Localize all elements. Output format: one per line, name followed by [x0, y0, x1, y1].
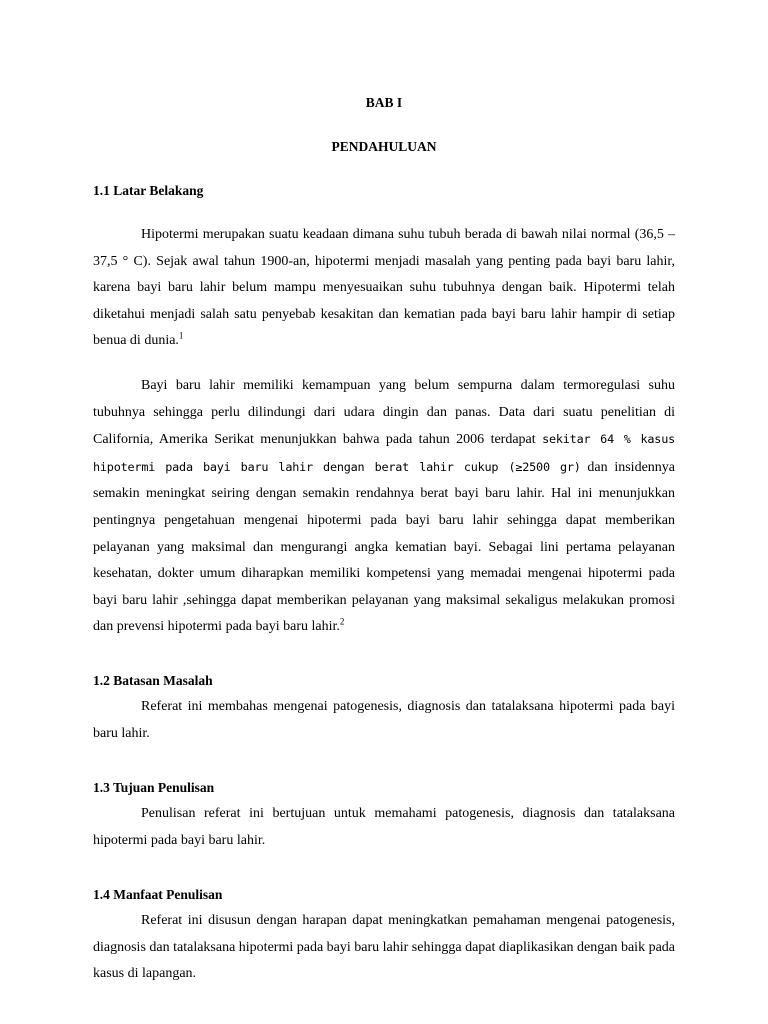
paragraph-text: Hipotermi merupakan suatu keadaan dimana suhu tubuh berada di bawah nilai normal (36,5 – 37,5 ° C). Sejak awal tahun 1900-an, hipotermi menjadi masalah yang penting pada bayi baru lahir, karena bayi baru lahir belum mampu menyesuaikan suhu tubuhnya dengan baik. Hipotermi telah diketahui menjadi salah satu penyebab kesakitan dan kematian pada bayi baru lahir hampir di setiap benua di dunia.	[93, 227, 675, 349]
paragraph-text: Referat ini disusun dengan harapan dapat meningkatkan pemahaman mengenai patogenesis, diagnosis dan tatalaksana hipotermi pada bayi baru lahir sehingga dapat diaplikasikan dengan baik pada kasus di lapangan.	[93, 913, 675, 982]
paragraph-text: Referat ini membahas mengenai patogenesis, diagnosis dan tatalaksana hipotermi pada bayi baru lahir.	[93, 699, 675, 741]
paragraph-termoregulasi	[93, 373, 675, 641]
paragraph-text: Penulisan referat ini bertujuan untuk memahami patogenesis, diagnosis dan tatalaksana hipotermi pada bayi baru lahir.	[93, 806, 675, 848]
paragraph-hipotermi-definition	[93, 222, 675, 355]
paragraph-text: dan insidennya semakin meningkat seiring dengan semakin rendahnya berat bayi baru lahir. Hal ini menunjukkan pentingnya pengetahuan mengenai hipotermi pada bayi baru lahir sehingga dapat memberikan pelayanan yang maksimal dan mengurangi angka kematian bayi. Sebagai lini pertama pelayanan kesehatan, dokter umum diharapkan memiliki kompetensi yang memadai mengenai hipotermi pada bayi baru lahir ,sehingga dapat memberikan pelayanan yang maksimal sekaligus melakukan promosi dan prevensi hipotermi pada bayi baru lahir.	[93, 459, 675, 635]
paragraph-text: Bayi baru lahir memiliki kemampuan yang belum sempurna dalam termoregulasi suhu tubuhnya sehingga perlu dilindungi dari udara dingin dan panas. Data dari suatu penelitian di California, Amerika Serikat menunjukkan bahwa pada tahun 2006 terdapat	[93, 378, 675, 448]
section-heading-latar-belakang: 1.1 Latar Belakang	[93, 183, 204, 198]
paragraph-manfaat-penulisan	[93, 908, 675, 988]
paragraph-tujuan-penulisan	[93, 801, 675, 854]
section-heading-batasan-masalah: 1.2 Batasan Masalah	[93, 673, 213, 688]
footnote-reference: 1	[178, 330, 184, 341]
section-heading-manfaat-penulisan: 1.4 Manfaat Penulisan	[93, 887, 223, 902]
paragraph-batasan-masalah	[93, 694, 675, 747]
paragraph-text-inline: sekitar 64 % kasus hipotermi pada bayi baru lahir dengan berat lahir cukup (≥2500 gr)	[93, 432, 675, 474]
footnote-reference: 2	[339, 616, 345, 627]
chapter-title: PENDAHULUAN	[331, 139, 437, 154]
chapter-number: BAB I	[365, 95, 403, 110]
section-heading-tujuan-penulisan: 1.3 Tujuan Penulisan	[93, 780, 215, 795]
